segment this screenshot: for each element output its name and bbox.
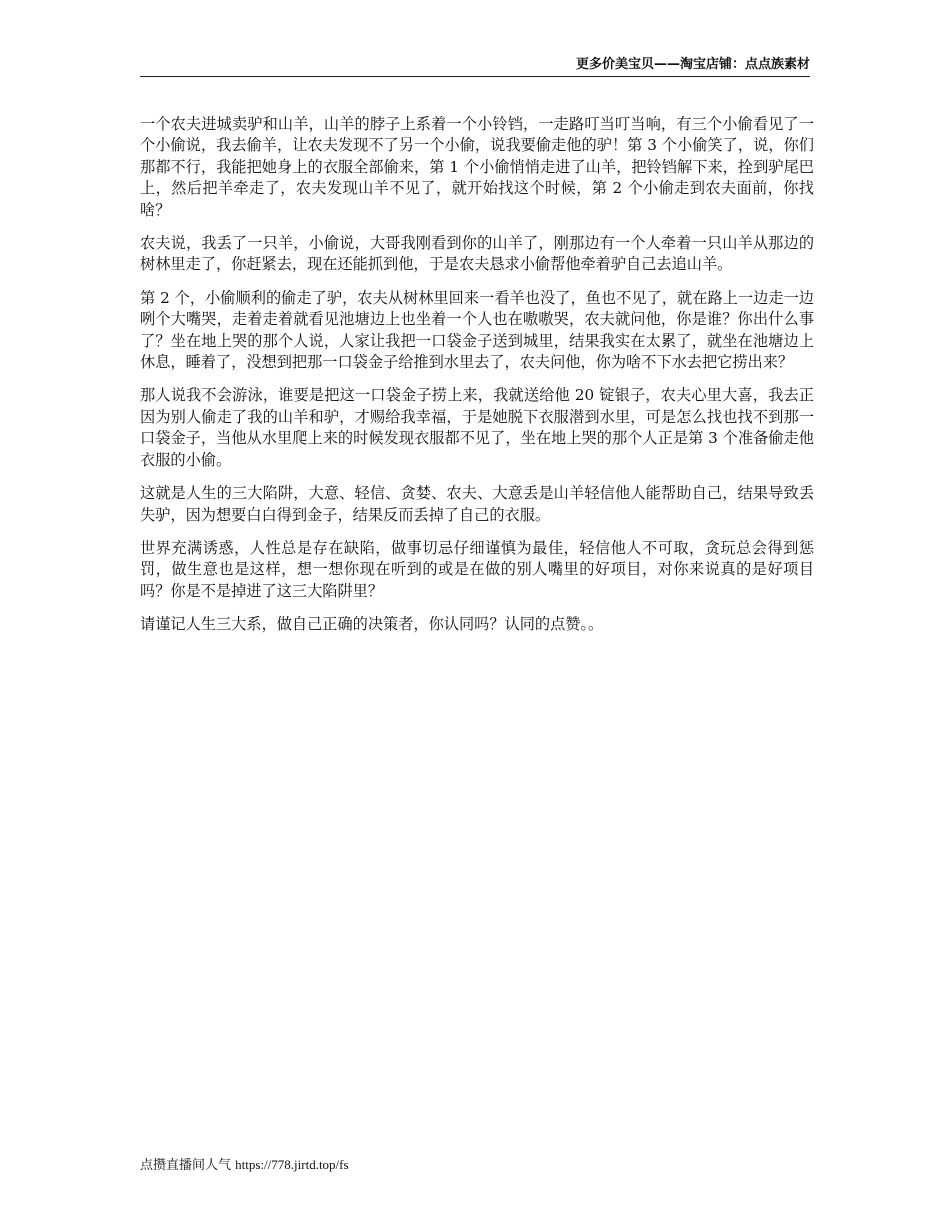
paragraph-6: 世界充满诱惑，人性总是存在缺陷，做事切忌仔细谨慎为最佳，轻信他人不可取，贪玩总会得到惩罚，做生意也是这样，想一想你现在听到的或是在做的别人嘴里的好项目，对你来说真的是好项目吗？你是不是掉进了这三大陷阱里？ xyxy=(140,538,814,600)
paragraph-7: 请谨记人生三大系，做自己正确的决策者，你认同吗？认同的点赞。。 xyxy=(140,615,604,634)
paragraph-4: 那人说我不会游泳，谁要是把这一口袋金子捞上来，我就送给他 20 锭银子，农夫心里大喜，我去正因为别人偷走了我的山羊和驴，才赐给我幸福，于是她脱下衣服潜到水里，可是怎么找也找不到那一口袋金子，当他从水里爬上来的时候发现衣服都不见了，坐在地上哭的那个人正是第 3 个准备偷走他衣服的小偷。 xyxy=(140,386,814,469)
header-text: 更多价美宝贝——淘宝店铺：点点族素材 xyxy=(575,57,810,72)
page-footer xyxy=(140,1156,349,1175)
footer-link[interactable]: https://778.jirtd.top/fs xyxy=(235,1157,349,1172)
paragraph-5: 这就是人生的三大陷阱，大意、轻信、贪婪、农夫、大意丢是山羊轻信他人能帮助自己，结果导致丢失驴，因为想要白白得到金子，结果反而丢掉了自己的衣服。 xyxy=(140,484,814,524)
header-divider xyxy=(140,76,810,77)
paragraph-3: 第 2 个，小偷顺利的偷走了驴，农夫从树林里回来一看羊也没了，鱼也不见了，就在路上一边走一边咧个大嘴哭，走着走着就看见池塘边上也坐着一个人也在嗷嗷哭，农夫就问他，你是谁？你出什么事了？坐在地上哭的那个人说，人家让我把一口袋金子送到城里，结果我实在太累了，就坐在池塘边上休息，睡着了，没想到把那一口袋金子给推到水里去了，农夫问他，你为啥不下水去把它捞出来？ xyxy=(140,288,814,372)
paragraph-1: 一个农夫进城卖驴和山羊，山羊的脖子上系着一个小铃铛，一走路叮当叮当响，有三个小偷看见了一个小偷说，我去偷羊，让农夫发现不了另一个小偷，说我要偷走他的驴！第 3 个小偷笑了，说，你们那都不行，我能把她身上的衣服全部偷来，第 1 个小偷悄悄走进了山羊，把铃铛解下来，拴到驴尾巴上，然后把羊牵走了，农夫发现山羊不见了，就开始找这个时候，第 2 个小偷走到农夫面前，你找啥？ xyxy=(140,115,814,219)
footer-label: 点攒直播间人气 xyxy=(140,1158,232,1173)
paragraph-2: 农夫说，我丢了一只羊，小偷说，大哥我刚看到你的山羊了，刚那边有一个人牵着一只山羊从那边的树林里走了，你赶紧去，现在还能抓到他，于是农夫恳求小偷帮他牵着驴自己去追山羊。 xyxy=(140,234,814,274)
article-body xyxy=(140,114,814,648)
page-header xyxy=(140,56,810,76)
